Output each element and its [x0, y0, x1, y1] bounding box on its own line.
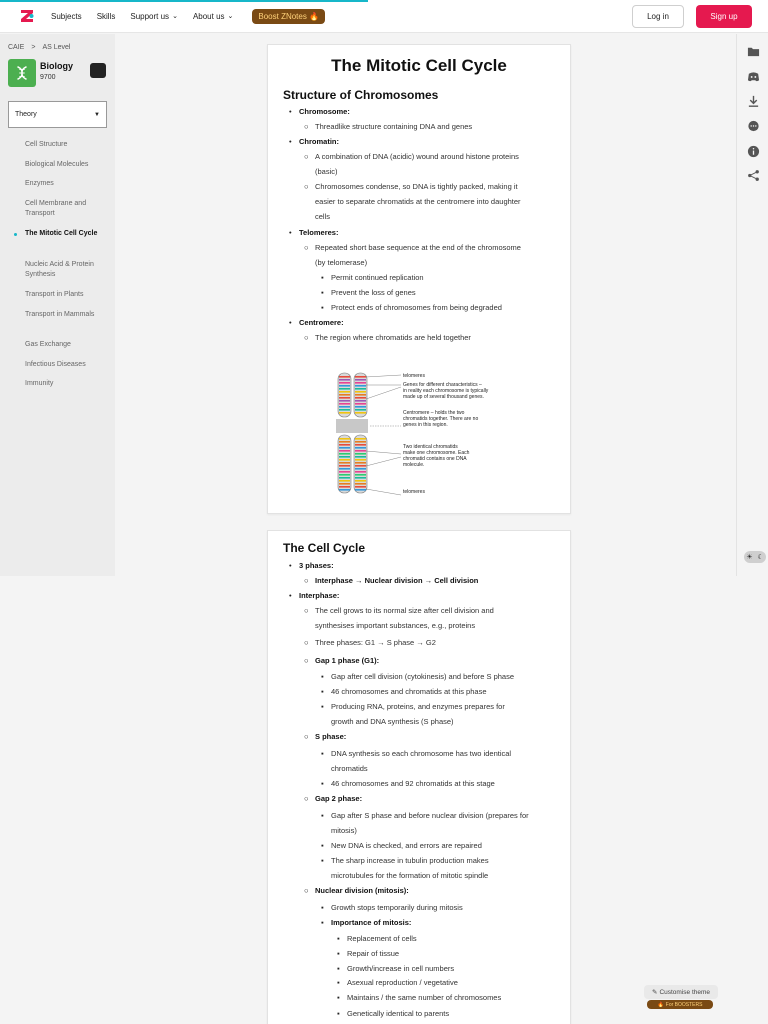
- bullet-icon: ○: [304, 794, 309, 803]
- section-heading: The Cell Cycle: [283, 541, 366, 555]
- bullet-icon: ▪: [337, 1009, 340, 1018]
- bullet-icon: ▪: [321, 749, 324, 758]
- breadcrumb: [8, 44, 70, 51]
- bullet-icon: ▪: [321, 687, 324, 696]
- text-line: 46 chromosomes and 92 chromatids at this stage: [331, 779, 495, 788]
- text-line: Repeated short base sequence at the end of the chromosome: [315, 243, 521, 252]
- text-line: Chromosomes condense, so DNA is tightly packed, making it: [315, 182, 518, 191]
- bullet-icon: ○: [304, 886, 309, 895]
- text-line: Asexual reproduction / vegetative: [347, 978, 458, 987]
- page-title: The Mitotic Cell Cycle: [331, 56, 507, 75]
- fire-icon: 🔥: [657, 1001, 664, 1008]
- znotes-logo[interactable]: [19, 8, 35, 24]
- notes-card-cell-cycle: [267, 530, 571, 1024]
- bullet-icon: ▪: [321, 903, 324, 912]
- bullet-icon: ▪: [321, 811, 324, 820]
- bullet-icon: ▪: [337, 964, 340, 973]
- diagram-label: make one chromosome. Each: [403, 450, 470, 456]
- reading-progress-bar: [0, 0, 368, 2]
- bullet-icon: ▪: [337, 934, 340, 943]
- text-line: Nuclear division (mitosis):: [315, 886, 409, 895]
- text-line: Growth/increase in cell numbers: [347, 964, 455, 973]
- bullet-icon: ○: [304, 243, 309, 252]
- text-line: (basic): [315, 167, 338, 176]
- bullet-icon: ○: [304, 732, 309, 741]
- toc-item-immunity[interactable]: Immunity: [25, 380, 54, 387]
- centromere-shape: [336, 419, 368, 433]
- text-line: microtubules for the formation of mitotic spindle: [331, 871, 489, 880]
- bullet-icon: ○: [304, 656, 309, 665]
- diagram-label: chromatids together. There are no: [403, 416, 479, 422]
- diagram-label: Centromere – holds the two: [403, 410, 465, 416]
- discord-icon[interactable]: [746, 69, 760, 83]
- chevron-down-icon: ⌄: [227, 13, 234, 20]
- text-line: 46 chromosomes and chromatids at this phase: [331, 687, 487, 696]
- bullet-icon: ○: [304, 606, 309, 615]
- toc-item-enzymes[interactable]: Enzymes: [25, 180, 54, 187]
- text-line: Prevent the loss of genes: [331, 288, 416, 297]
- text-line: Protect ends of chromosomes from being degraded: [331, 303, 502, 312]
- bullet-icon: ▪: [321, 779, 324, 788]
- pencil-icon: ✎: [651, 989, 658, 996]
- diagram-label: Genes for different characteristics –: [403, 382, 482, 388]
- toc-item-biological-molecules[interactable]: Biological Molecules: [25, 161, 89, 168]
- toc-item-transport-mammals[interactable]: Transport in Mammals: [25, 311, 95, 318]
- text-line: The sharp increase in tubulin production makes: [331, 856, 489, 865]
- section-select[interactable]: Theory ▼: [8, 101, 107, 128]
- toc-item-nucleic-acid[interactable]: Nucleic Acid & Protein Synthesis: [25, 261, 94, 278]
- bullet-icon: ▪: [321, 918, 324, 927]
- top-navbar: [0, 0, 768, 33]
- theme-toggle[interactable]: [744, 551, 766, 563]
- bullet-icon: •: [289, 137, 292, 146]
- text-line: Gap 2 phase:: [315, 794, 363, 803]
- bullet-icon: ▪: [321, 702, 324, 711]
- bullet-icon: ○: [304, 333, 309, 342]
- moon-icon: ☾: [757, 554, 764, 561]
- text-line: Three phases: G1 → S phase → G2: [315, 638, 436, 647]
- toc-item-mitotic-cell-cycle[interactable]: The Mitotic Cell Cycle: [16, 229, 106, 239]
- text-line: DNA synthesis so each chromosome has two identical: [331, 749, 512, 758]
- text-line: Interphase → Nuclear division → Cell division: [315, 576, 479, 585]
- text-line: Threadlike structure containing DNA and genes: [315, 122, 473, 131]
- text-line: Gap 1 phase (G1):: [315, 656, 380, 665]
- bullet-icon: •: [289, 228, 292, 237]
- text-line: Maintains / the same number of chromosomes: [347, 993, 502, 1002]
- text-line: New DNA is checked, and errors are repaired: [331, 841, 482, 850]
- text-line: Replacement of cells: [347, 934, 417, 943]
- caret-down-icon: ▼: [94, 111, 100, 118]
- text-line: The region where chromatids are held together: [315, 333, 471, 342]
- bullet-icon: •: [289, 318, 292, 327]
- bullet-icon: •: [289, 561, 292, 570]
- chevron-down-icon: ⌄: [172, 13, 178, 20]
- text-line: S phase:: [315, 732, 347, 741]
- bullet-icon: ▪: [337, 993, 340, 1002]
- chat-icon[interactable]: [746, 119, 760, 133]
- text-line: Gap after S phase and before nuclear division (prepares for: [331, 811, 529, 820]
- subject-title: Biology: [40, 61, 73, 71]
- text-line: Producing RNA, proteins, and enzymes prepares for: [331, 702, 505, 711]
- toc-item-cell-membrane[interactable]: Cell Membrane and Transport: [25, 200, 87, 217]
- folder-icon[interactable]: [746, 44, 760, 58]
- nav-skills[interactable]: Skills: [96, 11, 116, 21]
- bullet-icon: ▪: [337, 949, 340, 958]
- login-button[interactable]: Log in: [632, 5, 684, 28]
- text-line: A combination of DNA (acidic) wound around histone proteins: [315, 152, 519, 161]
- bullet-icon: ▪: [321, 856, 324, 865]
- bullet-icon: ○: [304, 152, 309, 161]
- text-line: Repair of tissue: [347, 949, 400, 958]
- text-line: chromatids: [331, 764, 368, 773]
- text-line: easier to separate chromatids at the centromere into daughter: [315, 197, 521, 206]
- text-line: mitosis): [331, 826, 357, 835]
- bullet-icon: ▪: [321, 841, 324, 850]
- bullet-icon: •: [289, 107, 292, 116]
- section-heading: Structure of Chromosomes: [283, 88, 439, 102]
- info-icon[interactable]: [746, 144, 760, 158]
- text-line: Chromosome:: [299, 107, 350, 116]
- bullet-icon: ○: [304, 182, 309, 191]
- diagram-label: Two identical chromatids: [403, 444, 458, 450]
- toc-item-cell-structure[interactable]: Cell Structure: [25, 141, 68, 148]
- breadcrumb-as-level[interactable]: AS Level: [42, 44, 71, 51]
- diagram-label: telomeres: [403, 489, 425, 495]
- text-line: Permit continued replication: [331, 273, 424, 282]
- text-line: Centromere:: [299, 318, 344, 327]
- text-line: Importance of mitosis:: [331, 918, 412, 927]
- text-line: The cell grows to its normal size after cell division and: [315, 606, 494, 615]
- text-line: growth and DNA synthesis (S phase): [331, 717, 454, 726]
- notes-card-structure: [267, 44, 571, 514]
- download-icon[interactable]: [746, 94, 760, 108]
- chromosome-diagram: [326, 371, 506, 496]
- text-line: (by telomerase): [315, 258, 368, 267]
- bullet-icon: ▪: [337, 978, 340, 987]
- text-line: synthesises important substances, e.g., proteins: [315, 621, 476, 630]
- signup-button[interactable]: Sign up: [696, 5, 752, 28]
- toc-item-infectious-diseases[interactable]: Infectious Diseases: [25, 361, 86, 368]
- bullet-icon: ▪: [321, 672, 324, 681]
- text-line: Interphase:: [299, 591, 340, 600]
- text-line: Genetically identical to parents: [347, 1009, 450, 1018]
- boosters-badge: 🔥 For BOOSTERS: [647, 1000, 713, 1009]
- active-indicator: [14, 233, 17, 236]
- text-line: Gap after cell division (cytokinesis) and before S phase: [331, 672, 515, 681]
- bullet-icon: ○: [304, 638, 309, 647]
- diagram-label: made up of several thousand genes.: [403, 394, 484, 400]
- right-tool-rail: [736, 34, 768, 576]
- nav-about-us[interactable]: About us ⌄: [192, 11, 234, 21]
- bullet-icon: ▪: [321, 273, 324, 282]
- dark-mode-button[interactable]: [90, 63, 106, 78]
- bullet-icon: •: [289, 591, 292, 600]
- subject-code: 9700: [40, 74, 56, 81]
- pointer-lines: [366, 375, 401, 495]
- nav-support-us[interactable]: Support us ⌄: [130, 11, 178, 21]
- breadcrumb-separator: >: [31, 44, 36, 51]
- text-line: Growth stops temporarily during mitosis: [331, 903, 463, 912]
- customise-theme-button[interactable]: ✎ Customise theme: [644, 985, 718, 999]
- dna-icon: [8, 59, 36, 87]
- text-line: 3 phases:: [299, 561, 334, 570]
- bullet-icon: ▪: [321, 303, 324, 312]
- text-line: Telomeres:: [299, 228, 339, 237]
- toc-item-gas-exchange[interactable]: Gas Exchange: [25, 341, 71, 348]
- diagram-label: in reality each chromosome is typically: [403, 388, 489, 394]
- toc-item-transport-plants[interactable]: Transport in Plants: [25, 291, 84, 298]
- diagram-label: genes in this region.: [403, 422, 448, 428]
- nav-subjects[interactable]: Subjects: [51, 11, 82, 21]
- diagram-label: molecule.: [403, 462, 425, 468]
- boost-znotes-button[interactable]: Boost ZNotes 🔥: [252, 9, 325, 24]
- bullet-icon: ▪: [321, 288, 324, 297]
- text-line: cells: [315, 212, 331, 221]
- diagram-label: telomeres: [403, 373, 425, 379]
- share-icon[interactable]: [746, 168, 760, 182]
- bullet-icon: ○: [304, 122, 309, 131]
- breadcrumb-caie[interactable]: CAIE: [8, 44, 25, 51]
- text-line: Chromatin:: [299, 137, 339, 146]
- sun-icon: ☀: [746, 554, 753, 561]
- diagram-label: chromatid contains one DNA: [403, 456, 467, 462]
- bullet-icon: ○: [304, 576, 309, 585]
- left-sidebar: [0, 34, 115, 576]
